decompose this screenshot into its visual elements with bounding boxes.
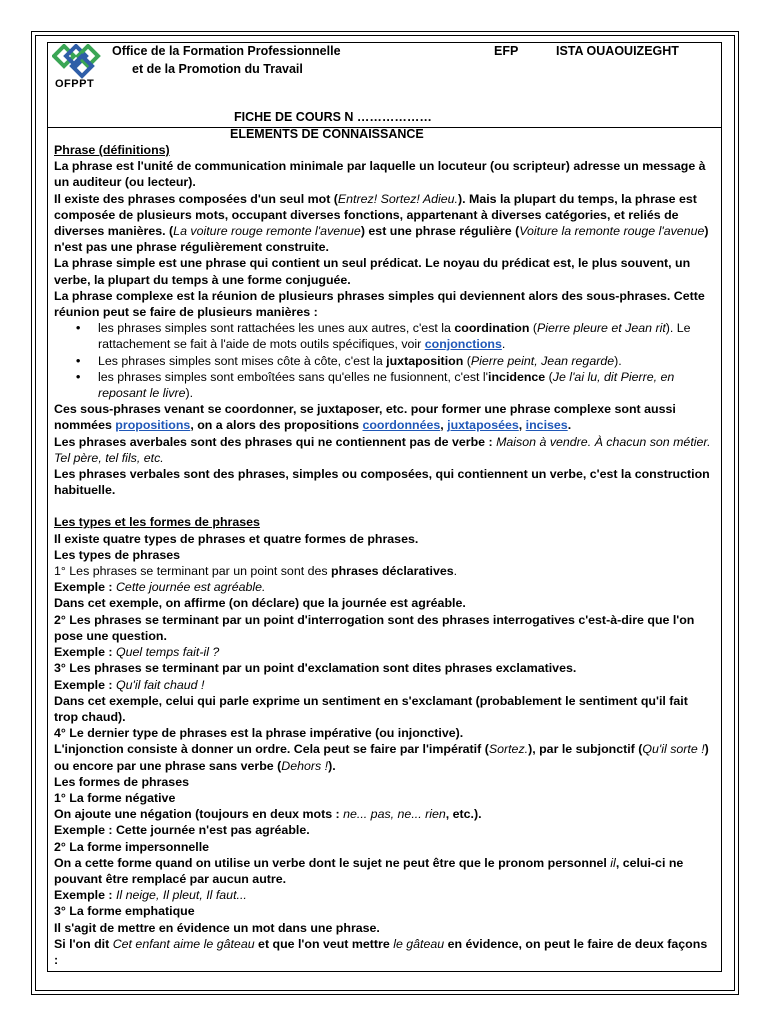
paragraph: La phrase simple est une phrase qui contient un seul prédicat. Le noyau du prédicat est, le plus souvent, un verbe, la plupart du temps à une forme conjuguée. <box>54 256 691 287</box>
paragraph: 4° Le dernier type de phrases est la phrase impérative (ou injonctive). <box>54 726 464 741</box>
example-line: Exemple : Qu'il fait chaud ! <box>54 677 205 692</box>
example-line: Exemple : Il neige, Il pleut, Il faut... <box>54 888 247 903</box>
example-line: Exemple : Cette journée est agréable. <box>54 580 266 595</box>
paragraph: 1° La forme négative <box>54 790 176 805</box>
paragraph: 3° La forme emphatique <box>54 904 195 919</box>
bullet-list <box>54 320 714 401</box>
institution-name: ISTA OUAOUIZEGHT <box>556 44 679 58</box>
link-conjonctions[interactable]: conjonctions <box>424 337 502 352</box>
types-heading: Les types et les formes de phrases <box>54 515 260 530</box>
efp-label: EFP <box>494 44 519 58</box>
fiche-number: FICHE DE COURS N ……………… <box>234 110 432 124</box>
paragraph: 2° Les phrases se terminant par un point d'interrogation sont des phrases interrogatives c'est-à-dire que l'on pose une question. <box>54 612 695 643</box>
list-item: • Les phrases simples sont mises côte à côte, c'est la juxtaposition (Pierre peint, Jean regarde). <box>54 353 714 369</box>
office-line-1: Office de la Formation Professionnelle <box>112 44 341 58</box>
paragraph: On ajoute une négation (toujours en deux mots : ne... pas, ne... rien, etc.). <box>54 807 482 822</box>
paragraph: La phrase complexe est la réunion de plusieurs phrases simples qui deviennent alors des sous-phrases. Cette réunion peut se faire de plusieurs manières : <box>54 288 705 320</box>
link-juxtaposees[interactable]: juxtaposées <box>447 418 519 433</box>
paragraph: Les phrases verbales sont des phrases, simples ou composées, qui contiennent un verbe, c'est la construction habituelle. <box>54 467 710 498</box>
paragraph: Exemple : Cette journée n'est pas agréable. <box>54 823 310 838</box>
paragraph: L'injonction consiste à donner un ordre. Cela peut se faire par l'impératif (Sortez.), par le subjonctif (Qu'il sorte !) ou encore par une phrase sans verbe (Dehors !). <box>54 742 709 773</box>
paragraph: Les formes de phrases <box>54 774 189 789</box>
paragraph: Il existe quatre types de phrases et quatre formes de phrases. <box>54 531 419 546</box>
paragraph: 3° Les phrases se terminant par un point d'exclamation sont dites phrases exclamatives. <box>54 661 577 676</box>
paragraph: Il s'agit de mettre en évidence un mot dans une phrase. <box>54 920 380 935</box>
paragraph: 1° Les phrases se terminant par un point sont des phrases déclaratives. <box>54 564 458 579</box>
paragraph: Ces sous-phrases venant se coordonner, se juxtaposer, etc. pour former une phrase complexe sont aussi nommées propositions, on a alors des propositions coordonnées, juxtaposées, incises. <box>54 402 676 433</box>
example-line: Exemple : Quel temps fait-il ? <box>54 645 220 660</box>
paragraph: On a cette forme quand on utilise un verbe dont le sujet ne peut être que le pronom personnel il, celui-ci ne pouvant être remplacé par aucun autre. <box>54 855 684 886</box>
logo-text: OFPPT <box>55 78 95 90</box>
list-item: • les phrases simples sont emboîtées sans qu'elles ne fusionnent, c'est l'incidence (Je l'ai lu, dit Pierre, en reposant le livre). <box>54 369 714 401</box>
paragraph: 2° La forme impersonnelle <box>54 839 210 854</box>
paragraph: Les phrases averbales sont des phrases qui ne contiennent pas de verbe : Maison à vendre. À chacun son métier. Tel père, tel fils, etc. <box>54 434 711 465</box>
section-title: ELEMENTS DE CONNAISSANCE <box>230 127 424 141</box>
paragraph: Dans cet exemple, on affirme (on déclare) que la journée est agréable. <box>54 596 466 611</box>
link-propositions[interactable]: propositions <box>115 418 191 433</box>
office-line-2: et de la Promotion du Travail <box>132 62 303 76</box>
link-coordonnees[interactable]: coordonnées <box>362 418 441 433</box>
course-content <box>54 142 714 968</box>
paragraph: Dans cet exemple, celui qui parle exprime un sentiment en s'exclamant (probablement le sentiment qu'il fait trop chaud). <box>54 693 688 724</box>
link-incises[interactable]: incises <box>525 418 568 433</box>
paragraph: Si l'on dit Cet enfant aime le gâteau et que l'on veut mettre le gâteau en évidence, on peut le faire de deux façons : <box>54 936 708 967</box>
paragraph: Il existe des phrases composées d'un seul mot (Entrez! Sortez! Adieu.). Mais la plupart du temps, la phrase est composée de plusieurs mots, occupant diverses fonctions, appartenant à diverses catégories, et reliés de diverses manières. (La voiture rouge remonte l'avenue) est une phrase régulière (Voiture la remonte rouge l'avenue) n'est pas une phrase régulièrement construite. <box>54 191 709 255</box>
list-item: • les phrases simples sont rattachées les unes aux autres, c'est la coordination (Pierre pleure et Jean rit). Le rattachement se fait à l'aide de mots outils spécifiques, voir conjonctions. <box>54 320 714 352</box>
paragraph: La phrase est l'unité de communication minimale par laquelle un locuteur (ou scripteur) adresse un message à un auditeur (ou lecteur). <box>54 159 706 190</box>
definitions-heading: Phrase (définitions) <box>54 143 170 157</box>
paragraph: Les types de phrases <box>54 547 181 562</box>
